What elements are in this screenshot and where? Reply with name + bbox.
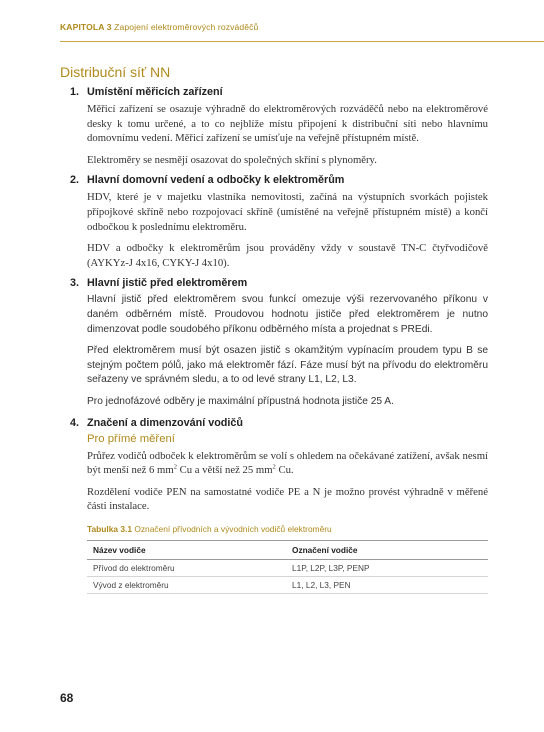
main-content xyxy=(60,86,488,594)
paragraph: Měřicí zařízení se osazuje výhradně do elektroměrových rozváděčů nebo na elektroměrové desky k tomu určené, a to co nejblíže místu připojení k distribuční síti nebo hlavnímu domovnímu vedení. Měřicí zařízení se umísťuje na veřejně přístupném místě. xyxy=(87,103,488,145)
running-header xyxy=(60,22,258,32)
paragraph: Hlavní jistič před elektroměrem svou funkcí omezuje výši rezervovaného příkonu v daném odběrném místě. Proudovou hodnotu jističe před elektroměrem je nutno dimenzovat podle soudobého příkonu odběrného místa a projednat s PREdi. xyxy=(87,294,488,335)
paragraph xyxy=(87,449,488,478)
item-title: Hlavní domovní vedení a odbočky k elektroměrům xyxy=(87,174,345,187)
chapter-label: KAPITOLA 3 xyxy=(60,22,112,32)
paragraph: Před elektroměrem musí být osazen jistič s okamžitým vypínacím proudem typu B se stejným počtem pólů, jako má elektroměr fází. Fáze musí být na přívodu do elektroměru seřazeny ve správném sledu, a to od levé strany L1, L2, L3. xyxy=(87,345,488,386)
section-title: Distribuční síť NN xyxy=(60,64,171,80)
list-item-3 xyxy=(60,277,488,409)
chapter-title: Zapojení elektroměrových rozváděčů xyxy=(114,22,259,32)
table-cell: L1P, L2P, L3P, PENP xyxy=(286,559,488,576)
item-heading xyxy=(60,417,488,429)
table-row xyxy=(87,576,488,593)
header-divider xyxy=(60,41,544,42)
item-title: Značení a dimenzování vodičů xyxy=(87,416,243,429)
table-header-cell: Označení vodiče xyxy=(286,540,488,559)
conductor-table xyxy=(87,540,488,594)
item-heading xyxy=(60,86,488,98)
page-number: 68 xyxy=(60,691,74,705)
table-caption-label: Tabulka 3.1 xyxy=(87,523,132,534)
item-heading xyxy=(60,277,488,289)
item-title: Umístění měřicích zařízení xyxy=(87,86,223,98)
table-header-row xyxy=(87,540,488,559)
subheading: Pro přímé měření xyxy=(87,432,175,445)
table-cell: Vývod z elektroměru xyxy=(87,576,286,593)
table-row xyxy=(87,559,488,576)
table-header-cell: Název vodiče xyxy=(87,540,286,559)
table-cell: L1, L2, L3, PEN xyxy=(286,576,488,593)
item-number: 1. xyxy=(70,86,80,98)
paragraph: Rozdělení vodiče PEN na samostatné vodiče PE a N je možno provést výhradně v měřené části instalace. xyxy=(87,485,488,513)
table-caption-text: Označení přívodních a vývodních vodičů elektroměru xyxy=(134,523,332,534)
table-cell: Přívod do elektroměru xyxy=(87,559,286,576)
item-number: 3. xyxy=(70,277,80,290)
superscript: 2 xyxy=(272,463,276,471)
item-title: Hlavní jistič před elektroměrem xyxy=(87,277,248,290)
item-number: 2. xyxy=(70,174,80,187)
list-item-4 xyxy=(60,417,488,514)
paragraph-text: Průřez vodičů odboček k elektroměrům se volí s ohledem na očekávané zatížení, avšak nesmí být menší než 6 mm xyxy=(87,449,488,477)
paragraph: HDV a odbočky k elektroměrům jsou prováděny vždy v soustavě TN-C čtyřvodičově (AYKYz-J 4x16, CYKY-J 4x10). xyxy=(87,242,488,269)
paragraph-text: Cu a větší než 25 mm xyxy=(176,464,273,477)
paragraph-text: Cu. xyxy=(275,464,294,477)
list-item-2 xyxy=(60,174,488,270)
list-item-1 xyxy=(60,86,488,167)
paragraph: HDV, které je v majetku vlastníka nemovitosti, začíná na výstupních svorkách pojistek přípojkové skříně nebo rozpojovací skříně (umístěné na veřejně přístupném místě) a končí odbočkou k poslednímu elektroměru. xyxy=(87,191,488,233)
superscript: 2 xyxy=(173,463,177,471)
paragraph: Elektroměry se nesmějí osazovat do společných skříní s plynoměry. xyxy=(87,153,377,166)
item-number: 4. xyxy=(70,416,80,429)
item-heading xyxy=(60,174,488,186)
table-caption xyxy=(87,524,488,534)
paragraph: Pro jednofázové odběry je maximální přípustná hodnota jističe 25 A. xyxy=(87,395,394,407)
